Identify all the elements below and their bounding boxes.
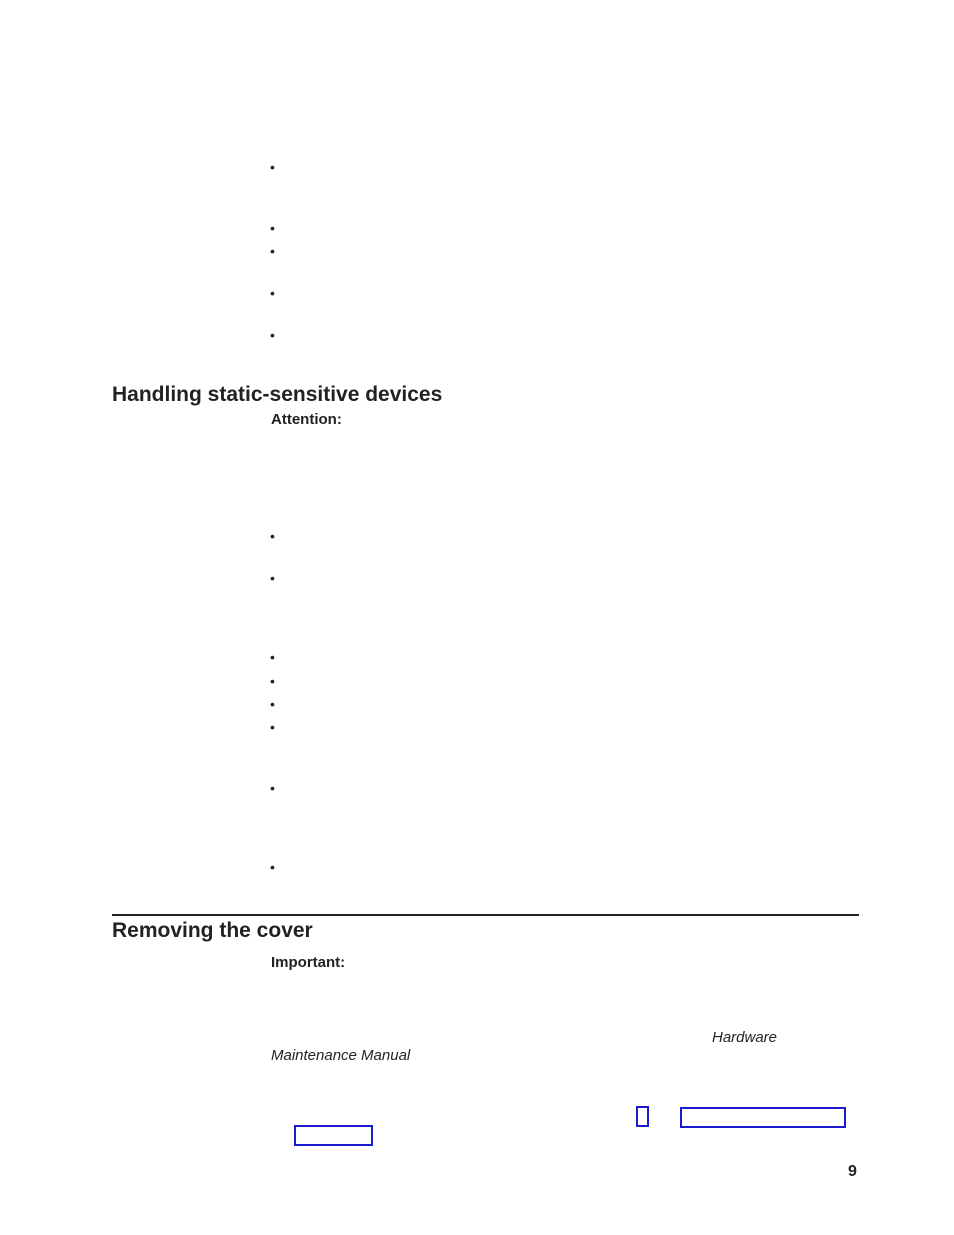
section-divider [112,914,859,916]
list-bullet: • [270,528,275,544]
attention-label: Attention: [271,411,342,428]
cross-reference-link-continued[interactable] [294,1125,373,1146]
list-bullet: • [270,719,275,735]
page-number: 9 [848,1163,857,1180]
list-bullet: • [270,220,275,236]
list-bullet: • [270,570,275,586]
list-bullet: • [270,243,275,259]
list-bullet: • [270,673,275,689]
section-heading-static-sensitive: Handling static-sensitive devices [112,383,443,406]
list-bullet: • [270,649,275,665]
section-heading-removing-cover: Removing the cover [112,919,313,942]
list-bullet: • [270,285,275,301]
list-bullet: • [270,159,275,175]
page-reference-link[interactable] [636,1106,649,1127]
manual-title-part1: Hardware [712,1029,778,1046]
important-label: Important: [271,954,346,971]
manual-title-part2: Maintenance Manual [271,1047,411,1064]
cross-reference-link[interactable] [680,1107,846,1128]
list-bullet: • [270,696,275,712]
list-bullet: • [270,780,275,796]
list-bullet: • [270,327,275,343]
list-bullet: • [270,859,275,875]
